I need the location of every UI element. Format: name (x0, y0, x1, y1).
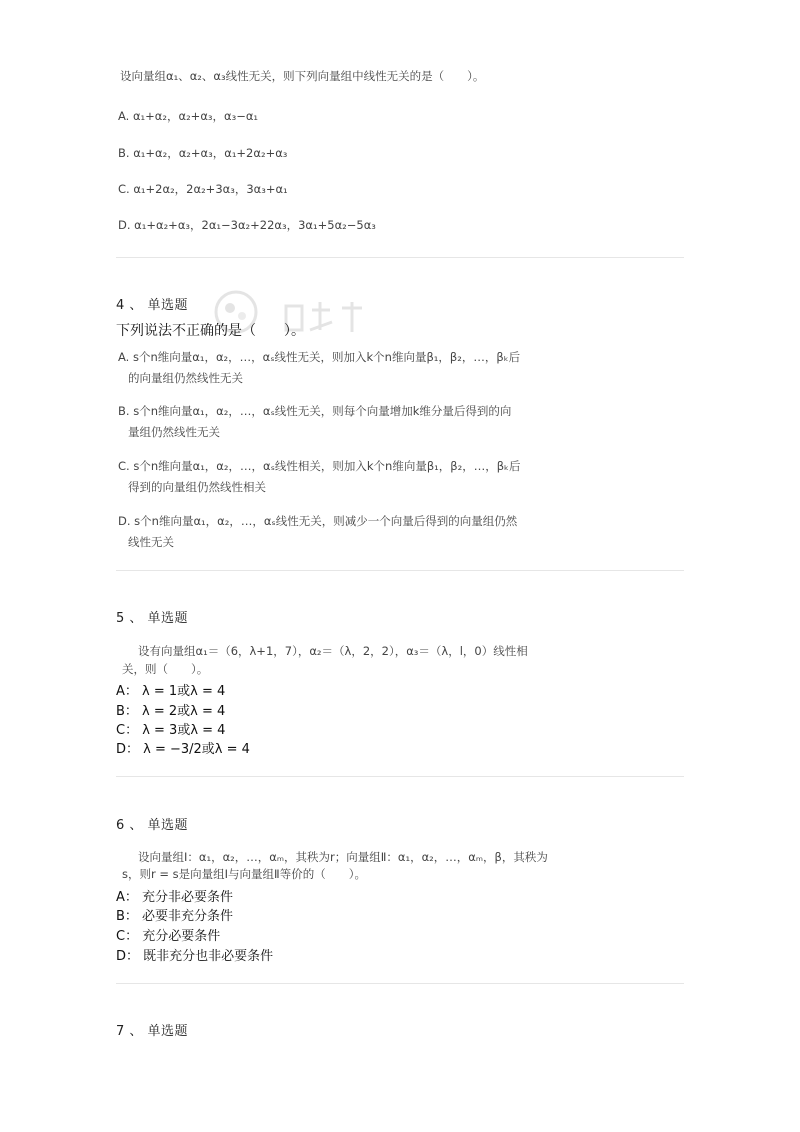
q6-option-d[interactable]: D： 既非充分也非必要条件 (116, 949, 274, 964)
divider (116, 776, 684, 777)
q6-option-c[interactable]: C： 充分必要条件 (116, 929, 221, 944)
q7-title: 7 、 单选题 (116, 1024, 189, 1039)
q5-option-c[interactable]: C： λ = 3或λ = 4 (116, 723, 226, 738)
q5-title: 5 、 单选题 (116, 611, 189, 626)
q5-option-b[interactable]: B： λ = 2或λ = 4 (116, 704, 226, 719)
q5-stem-line2: 关，则（ ）。 (122, 662, 209, 676)
q4-option-d[interactable]: D. s个n维向量α₁，α₂，…，αₛ线性无关，则减少一个向量后得到的向量组仍然 (118, 514, 518, 528)
q6-title: 6 、 单选题 (116, 818, 189, 833)
q5-option-d[interactable]: D： λ = −3/2或λ = 4 (116, 742, 250, 757)
q6-option-a[interactable]: A： 充分非必要条件 (116, 890, 234, 905)
q5-stem-line1: 设有向量组α₁＝（6，λ+1，7），α₂＝（λ，2，2），α₃＝（λ，l，0）线性相 (138, 644, 528, 658)
q4-option-d-cont: 线性无关 (128, 535, 174, 549)
q4-option-b-cont: 量组仍然线性无关 (128, 425, 220, 439)
q4-option-b[interactable]: B. s个n维向量α₁，α₂，…，αₛ线性无关，则每个向量增加k维分量后得到的向 (118, 404, 512, 418)
q3-option-d[interactable]: D. α₁+α₂+α₃，2α₁−3α₂+22α₃，3α₁+5α₂−5α₃ (118, 218, 376, 232)
q4-title: 4 、 单选题 (116, 298, 189, 313)
divider (116, 257, 684, 258)
q5-option-a[interactable]: A： λ = 1或λ = 4 (116, 684, 226, 699)
divider (116, 570, 684, 571)
q4-option-a-cont: 的向量组仍然线性无关 (128, 371, 243, 385)
q4-option-a[interactable]: A. s个n维向量α₁，α₂，…，αₛ线性无关，则加入k个n维向量β₁，β₂，…，βₖ后 (118, 350, 521, 364)
q3-option-a[interactable]: A. α₁+α₂，α₂+α₃，α₃−α₁ (118, 109, 259, 123)
q6-stem-line1: 设向量组Ⅰ：α₁，α₂，…，αₘ，其秩为r；向量组Ⅱ：α₁，α₂，…，αₘ，β，其秩为 (138, 850, 548, 864)
q4-option-c-cont: 得到的向量组仍然线性相关 (128, 480, 266, 494)
q4-option-c[interactable]: C. s个n维向量α₁，α₂，…，αₛ线性相关，则加入k个n维向量β₁，β₂，…，βₖ后 (118, 459, 521, 473)
q3-option-c[interactable]: C. α₁+2α₂，2α₂+3α₃，3α₃+α₁ (118, 182, 288, 196)
divider (116, 983, 684, 984)
q4-stem: 下列说法不正确的是（ ）。 (116, 323, 305, 339)
q3-option-b[interactable]: B. α₁+α₂，α₂+α₃，α₁+2α₂+α₃ (118, 146, 288, 160)
q6-option-b[interactable]: B： 必要非充分条件 (116, 909, 234, 924)
q6-stem-line2: s，则r = s是向量组Ⅰ与向量组Ⅱ等价的（ ）。 (122, 867, 366, 881)
q3-stem: 设向量组α₁、α₂、α₃线性无关，则下列向量组中线性无关的是（ ）。 (120, 69, 485, 83)
